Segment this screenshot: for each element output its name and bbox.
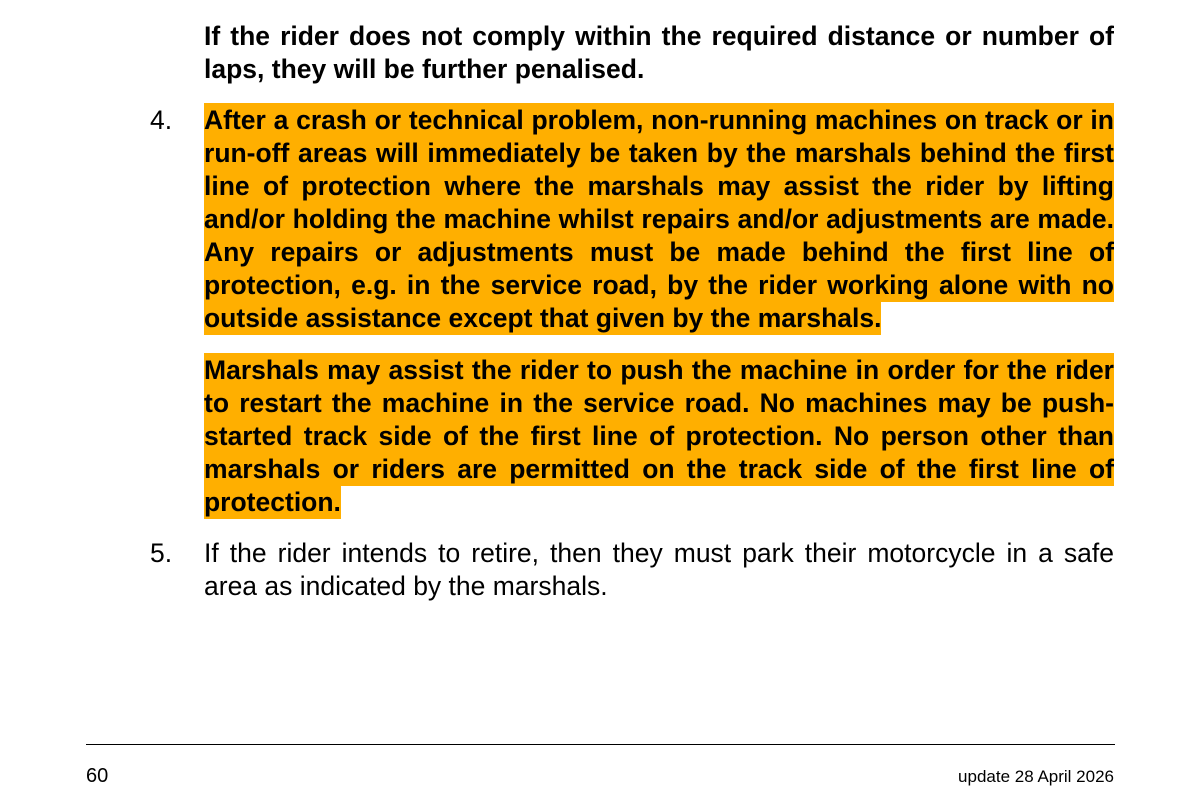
item-4-paragraph-2 — [204, 354, 1114, 519]
item-4-paragraph-1 — [204, 104, 1114, 335]
item-5-paragraph: If the rider intends to retire, then they must park their motorcycle in a safe area as indicated by the marshals. — [204, 538, 1114, 601]
footer-divider — [86, 744, 1115, 745]
highlighted-text: Marshals may assist the rider to push the machine in order for the rider to restart the machine in the service road. No machines may be push-started track side of the first line of protection. No person other than marshals or riders are permitted on the track side of the first line of protection. — [204, 355, 1114, 517]
highlighted-text: After a crash or technical problem, non-running machines on track or in run-off areas will immediately be taken by the marshals behind the first line of protection where the marshals may assist the rider by lifting and/or holding the machine whilst repairs and/or adjustments are made. Any repairs or adjustments must be made behind the first line of protection, e.g. in the service road, by the rider working alone with no outside assistance except that given by the marshals. — [204, 105, 1114, 333]
item-number-4: 4. — [150, 105, 173, 135]
continuation-paragraph: If the rider does not comply within the required distance or number of laps, they will be further penalised. — [204, 21, 1114, 84]
update-date: update 28 April 2026 — [958, 767, 1114, 786]
item-number-5: 5. — [150, 538, 173, 568]
page-number: 60 — [86, 765, 109, 787]
